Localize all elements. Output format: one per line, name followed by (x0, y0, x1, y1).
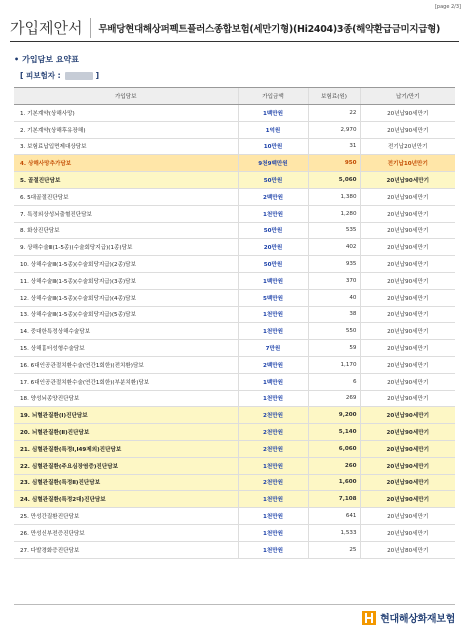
coverage-amount: 50만원 (238, 222, 308, 239)
coverage-amount: 2백만원 (238, 188, 308, 205)
col-header-term: 납기/만기 (360, 88, 455, 105)
coverage-name: 7. 특정외상성뇌출혈진단담보 (14, 205, 238, 222)
coverage-amount: 1백만원 (238, 105, 308, 122)
coverage-term: 20년납90세만기 (360, 390, 455, 407)
col-header-coverage: 가입담보 (14, 88, 238, 105)
coverage-premium: 59 (308, 340, 360, 357)
table-row (14, 541, 455, 558)
coverage-name: 3. 보험료납입면제대상담보 (14, 138, 238, 155)
insured-label-text: [ 피보험자 : (20, 71, 61, 80)
coverage-premium: 6 (308, 373, 360, 390)
coverage-name: 2. 기본계약(상해후유장해) (14, 121, 238, 138)
coverage-name: 1. 기본계약(상해사망) (14, 105, 238, 122)
product-name: 무배당현대해상퍼펙트플러스종합보험(세만기형)(Hi2404)3종(해약환급금미지급형) (98, 23, 441, 35)
coverage-amount: 1천만원 (238, 541, 308, 558)
table-row (14, 373, 455, 390)
table-row (14, 340, 455, 357)
table-row (14, 138, 455, 155)
table-row (14, 440, 455, 457)
coverage-name: 8. 화상진단담보 (14, 222, 238, 239)
coverage-premium: 5,060 (308, 172, 360, 189)
coverage-premium: 40 (308, 289, 360, 306)
coverage-amount: 2백만원 (238, 356, 308, 373)
coverage-premium: 402 (308, 239, 360, 256)
table-row (14, 121, 455, 138)
document-title: 가입제안서 (10, 18, 91, 38)
coverage-amount: 1천만원 (238, 524, 308, 541)
coverage-term: 20년납90세만기 (360, 239, 455, 256)
coverage-premium: 31 (308, 138, 360, 155)
coverage-term: 20년납90세만기 (360, 508, 455, 525)
table-row (14, 289, 455, 306)
document-header (10, 14, 459, 42)
coverage-premium: 7,108 (308, 491, 360, 508)
coverage-term: 20년납90세만기 (360, 172, 455, 189)
coverage-premium: 550 (308, 323, 360, 340)
coverage-name: 6. 5대골절진단담보 (14, 188, 238, 205)
company-logo (362, 610, 455, 625)
table-row (14, 508, 455, 525)
coverage-premium: 370 (308, 272, 360, 289)
table-row (14, 306, 455, 323)
coverage-name: 26. 만성신부전증진단담보 (14, 524, 238, 541)
coverage-premium: 1,170 (308, 356, 360, 373)
table-row (14, 491, 455, 508)
section-bullet: • (14, 55, 20, 64)
coverage-name: 17. 6대인공관절치환수술(연간1회한)(부분치환)담보 (14, 373, 238, 390)
coverage-premium: 1,280 (308, 205, 360, 222)
table-row (14, 407, 455, 424)
coverage-premium: 6,060 (308, 440, 360, 457)
table-row (14, 105, 455, 122)
coverage-amount: 1백만원 (238, 272, 308, 289)
insured-label (20, 70, 99, 81)
coverage-term: 20년납90세만기 (360, 306, 455, 323)
section-title (14, 54, 79, 65)
table-row (14, 172, 455, 189)
coverage-amount: 1천만원 (238, 390, 308, 407)
col-header-amount: 가입금액 (238, 88, 308, 105)
coverage-term: 20년납90세만기 (360, 457, 455, 474)
section-title-text: 가입담보 요약표 (22, 55, 80, 64)
table-row (14, 474, 455, 491)
coverage-name: 18. 양성뇌종양진단담보 (14, 390, 238, 407)
coverage-amount: 50만원 (238, 172, 308, 189)
coverage-amount: 5백만원 (238, 289, 308, 306)
coverage-amount: 1천만원 (238, 457, 308, 474)
coverage-name: 10. 상해수술Ⅲ(1-5종)(수술회당지급)(2종)담보 (14, 256, 238, 273)
coverage-name: 16. 6대인공관절치환수술(연간1회한)(전치환)담보 (14, 356, 238, 373)
coverage-name: 9. 상해수술Ⅲ(1-5종)(수술회당지급)(1종)담보 (14, 239, 238, 256)
coverage-premium: 1,380 (308, 188, 360, 205)
footer-divider (14, 604, 455, 605)
coverage-amount: 10만원 (238, 138, 308, 155)
coverage-amount: 2천만원 (238, 474, 308, 491)
table-row (14, 457, 455, 474)
page-number: [page 2/3] (434, 4, 461, 10)
coverage-amount: 1천만원 (238, 306, 308, 323)
coverage-name: 11. 상해수술Ⅲ(1-5종)(수술회당지급)(3종)담보 (14, 272, 238, 289)
coverage-term: 20년납90세만기 (360, 474, 455, 491)
coverage-premium: 260 (308, 457, 360, 474)
coverage-name: 12. 상해수술Ⅲ(1-5종)(수술회당지급)(4종)담보 (14, 289, 238, 306)
coverage-term: 20년납90세만기 (360, 373, 455, 390)
table-header-row (14, 88, 455, 105)
table-row (14, 524, 455, 541)
coverage-term: 20년납90세만기 (360, 272, 455, 289)
coverage-term: 20년납90세만기 (360, 424, 455, 441)
coverage-term: 20년납90세만기 (360, 188, 455, 205)
coverage-name: 5. 골절진단담보 (14, 172, 238, 189)
coverage-amount: 1천만원 (238, 205, 308, 222)
coverage-premium: 2,970 (308, 121, 360, 138)
coverage-amount: 1천만원 (238, 491, 308, 508)
coverage-premium: 641 (308, 508, 360, 525)
coverage-premium: 1,600 (308, 474, 360, 491)
coverage-amount: 2천만원 (238, 407, 308, 424)
coverage-amount: 2천만원 (238, 440, 308, 457)
table-row (14, 272, 455, 289)
coverage-amount: 20만원 (238, 239, 308, 256)
coverage-term: 전기납20년만기 (360, 138, 455, 155)
coverage-premium: 22 (308, 105, 360, 122)
coverage-premium: 25 (308, 541, 360, 558)
coverage-term: 20년납90세만기 (360, 356, 455, 373)
table-row (14, 205, 455, 222)
company-name: 현대해상화재보험 (380, 614, 455, 625)
coverage-term: 20년납90세만기 (360, 440, 455, 457)
coverage-name: 20. 뇌혈관질환(Ⅱ)진단담보 (14, 424, 238, 441)
coverage-name: 25. 만성간질환진단담보 (14, 508, 238, 525)
coverage-name: 21. 심혈관질환(특정Ⅰ,I49제외)진단담보 (14, 440, 238, 457)
coverage-amount: 9천9백만원 (238, 155, 308, 172)
table-row (14, 390, 455, 407)
insured-label-close: ] (95, 71, 100, 80)
coverage-name: 13. 상해수술Ⅲ(1-5종)(수술회당지급)(5종)담보 (14, 306, 238, 323)
coverage-term: 20년납90세만기 (360, 121, 455, 138)
table-row (14, 239, 455, 256)
coverage-amount: 1억원 (238, 121, 308, 138)
coverage-premium: 1,533 (308, 524, 360, 541)
coverage-term: 20년납90세만기 (360, 105, 455, 122)
coverage-amount: 2천만원 (238, 424, 308, 441)
coverage-name: 22. 심혈관질환(주요심장염증)진단담보 (14, 457, 238, 474)
insured-name-redacted (65, 72, 93, 80)
coverage-term: 20년납90세만기 (360, 323, 455, 340)
col-header-premium: 보험료(원) (308, 88, 360, 105)
coverage-name: 23. 심혈관질환(특정Ⅱ)진단담보 (14, 474, 238, 491)
coverage-amount: 1천만원 (238, 323, 308, 340)
hyundai-h-logo-icon (362, 611, 376, 625)
coverage-premium: 5,140 (308, 424, 360, 441)
coverage-term: 20년납90세만기 (360, 340, 455, 357)
coverage-term: 20년납90세만기 (360, 407, 455, 424)
coverage-name: 4. 상해사망추가담보 (14, 155, 238, 172)
coverage-term: 20년납90세만기 (360, 256, 455, 273)
coverage-amount: 1백만원 (238, 373, 308, 390)
table-row (14, 424, 455, 441)
table-row (14, 155, 455, 172)
table-row (14, 356, 455, 373)
coverage-term: 전기납10년만기 (360, 155, 455, 172)
coverage-amount: 50만원 (238, 256, 308, 273)
coverage-term: 20년납90세만기 (360, 205, 455, 222)
coverage-name: 15. 상해흉터성형수술담보 (14, 340, 238, 357)
coverage-table (14, 87, 455, 559)
coverage-premium: 269 (308, 390, 360, 407)
coverage-premium: 950 (308, 155, 360, 172)
table-row (14, 323, 455, 340)
coverage-term: 20년납90세만기 (360, 289, 455, 306)
coverage-term: 20년납90세만기 (360, 491, 455, 508)
table-row (14, 222, 455, 239)
coverage-name: 19. 뇌혈관질환(Ⅰ)진단담보 (14, 407, 238, 424)
coverage-amount: 1천만원 (238, 508, 308, 525)
table-row (14, 188, 455, 205)
coverage-table-body (14, 105, 455, 559)
coverage-premium: 9,200 (308, 407, 360, 424)
coverage-premium: 38 (308, 306, 360, 323)
coverage-amount: 7만원 (238, 340, 308, 357)
coverage-premium: 535 (308, 222, 360, 239)
coverage-name: 14. 중대한특정상해수술담보 (14, 323, 238, 340)
coverage-term: 20년납90세만기 (360, 222, 455, 239)
coverage-term: 20년납80세만기 (360, 541, 455, 558)
coverage-name: 27. 다발경화증진단담보 (14, 541, 238, 558)
table-row (14, 256, 455, 273)
coverage-name: 24. 심혈관질환(특정2대)진단담보 (14, 491, 238, 508)
coverage-premium: 935 (308, 256, 360, 273)
coverage-term: 20년납90세만기 (360, 524, 455, 541)
